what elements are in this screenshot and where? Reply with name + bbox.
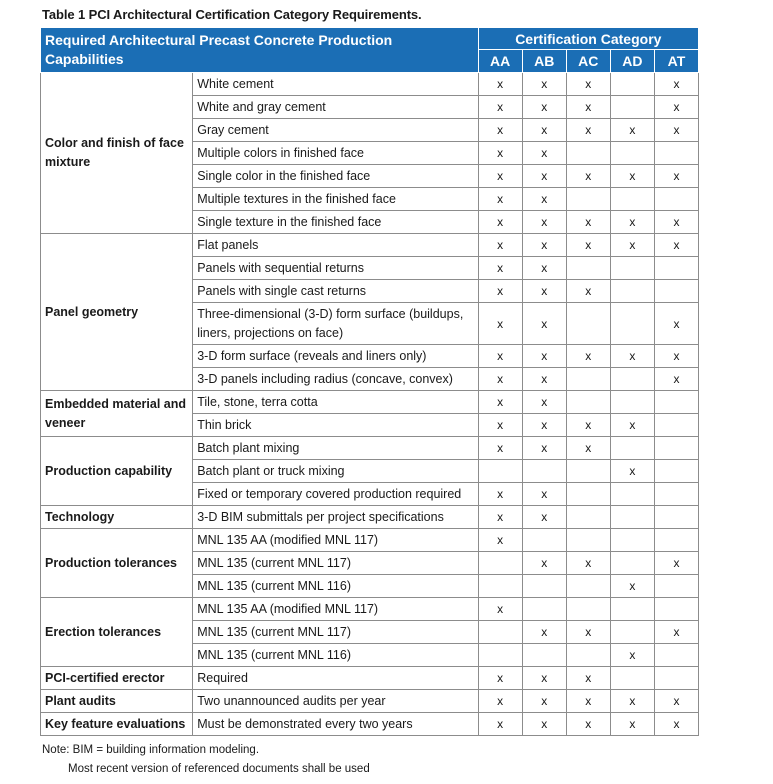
mark-cell-ad: x	[610, 234, 654, 257]
mark-cell-ad	[610, 280, 654, 303]
mark-cell-ab: x	[522, 713, 566, 736]
category-cell: Production tolerances	[41, 529, 193, 598]
mark-cell-ab: x	[522, 303, 566, 345]
mark-cell-ab: x	[522, 234, 566, 257]
mark-cell-ab: x	[522, 506, 566, 529]
capability-cell: MNL 135 (current MNL 117)	[193, 552, 478, 575]
mark-cell-ac: x	[566, 234, 610, 257]
mark-cell-at	[654, 575, 698, 598]
mark-cell-at	[654, 598, 698, 621]
mark-cell-at: x	[654, 73, 698, 96]
mark-cell-at: x	[654, 621, 698, 644]
mark-cell-ad	[610, 506, 654, 529]
capability-cell: Thin brick	[193, 414, 478, 437]
mark-cell-ac: x	[566, 414, 610, 437]
mark-cell-aa: x	[478, 483, 522, 506]
mark-cell-at	[654, 529, 698, 552]
mark-cell-aa: x	[478, 303, 522, 345]
mark-cell-aa: x	[478, 234, 522, 257]
capability-cell: Must be demonstrated every two years	[193, 713, 478, 736]
capability-cell: Batch plant mixing	[193, 437, 478, 460]
mark-cell-aa: x	[478, 667, 522, 690]
note-recent-version: Most recent version of referenced documents shall be used	[68, 763, 370, 775]
table-row	[41, 713, 699, 736]
mark-cell-aa: x	[478, 368, 522, 391]
mark-cell-at: x	[654, 368, 698, 391]
mark-cell-ab: x	[522, 552, 566, 575]
mark-cell-at: x	[654, 211, 698, 234]
mark-cell-aa	[478, 644, 522, 667]
capability-cell: Two unannounced audits per year	[193, 690, 478, 713]
mark-cell-ad	[610, 188, 654, 211]
mark-cell-aa: x	[478, 119, 522, 142]
capability-cell: MNL 135 (current MNL 117)	[193, 621, 478, 644]
mark-cell-ab	[522, 598, 566, 621]
capability-cell: Batch plant or truck mixing	[193, 460, 478, 483]
capability-cell: Gray cement	[193, 119, 478, 142]
mark-cell-ad: x	[610, 460, 654, 483]
mark-cell-at	[654, 142, 698, 165]
mark-cell-ad	[610, 621, 654, 644]
mark-cell-ac	[566, 483, 610, 506]
mark-cell-aa: x	[478, 280, 522, 303]
note-bim: Note: BIM = building information modeling.	[42, 744, 260, 756]
header-code-at: AT	[654, 50, 698, 73]
mark-cell-aa: x	[478, 506, 522, 529]
mark-cell-ad	[610, 529, 654, 552]
capability-cell: White cement	[193, 73, 478, 96]
mark-cell-aa: x	[478, 188, 522, 211]
table-row	[41, 598, 699, 621]
mark-cell-aa: x	[478, 391, 522, 414]
mark-cell-ad	[610, 368, 654, 391]
capability-cell: Flat panels	[193, 234, 478, 257]
mark-cell-ac	[566, 460, 610, 483]
category-cell: PCI-certified erector	[41, 667, 193, 690]
mark-cell-at	[654, 437, 698, 460]
mark-cell-ab: x	[522, 188, 566, 211]
mark-cell-ac: x	[566, 667, 610, 690]
mark-cell-ab	[522, 644, 566, 667]
mark-cell-ac	[566, 529, 610, 552]
mark-cell-ac	[566, 575, 610, 598]
mark-cell-ad	[610, 73, 654, 96]
mark-cell-ab: x	[522, 257, 566, 280]
table-title: Table 1 PCI Architectural Certification Category Requirements.	[42, 7, 422, 22]
mark-cell-aa: x	[478, 165, 522, 188]
mark-cell-ad	[610, 483, 654, 506]
mark-cell-ab: x	[522, 368, 566, 391]
mark-cell-ad: x	[610, 644, 654, 667]
mark-cell-at: x	[654, 165, 698, 188]
mark-cell-at	[654, 257, 698, 280]
mark-cell-ab: x	[522, 414, 566, 437]
mark-cell-ac: x	[566, 119, 610, 142]
mark-cell-ab: x	[522, 621, 566, 644]
mark-cell-ab: x	[522, 165, 566, 188]
mark-cell-aa: x	[478, 142, 522, 165]
table-row	[41, 667, 699, 690]
mark-cell-ab: x	[522, 690, 566, 713]
capability-cell: MNL 135 (current MNL 116)	[193, 575, 478, 598]
mark-cell-ad	[610, 667, 654, 690]
mark-cell-at: x	[654, 303, 698, 345]
mark-cell-ac: x	[566, 211, 610, 234]
mark-cell-ad: x	[610, 414, 654, 437]
capability-cell: Three-dimensional (3-D) form surface (buildups, liners, projections on face)	[193, 303, 478, 345]
mark-cell-aa	[478, 552, 522, 575]
mark-cell-ad	[610, 598, 654, 621]
mark-cell-at	[654, 460, 698, 483]
mark-cell-at	[654, 506, 698, 529]
mark-cell-at: x	[654, 690, 698, 713]
mark-cell-ad: x	[610, 165, 654, 188]
mark-cell-aa: x	[478, 257, 522, 280]
capability-cell: 3-D form surface (reveals and liners only)	[193, 345, 478, 368]
mark-cell-ab: x	[522, 391, 566, 414]
header-code-aa: AA	[478, 50, 522, 73]
mark-cell-ac	[566, 188, 610, 211]
mark-cell-ad	[610, 96, 654, 119]
mark-cell-ac: x	[566, 552, 610, 575]
mark-cell-ab: x	[522, 437, 566, 460]
mark-cell-aa	[478, 460, 522, 483]
mark-cell-ab: x	[522, 483, 566, 506]
mark-cell-ac	[566, 391, 610, 414]
mark-cell-aa: x	[478, 345, 522, 368]
mark-cell-aa: x	[478, 414, 522, 437]
certification-table	[40, 27, 699, 736]
mark-cell-ac: x	[566, 96, 610, 119]
mark-cell-at	[654, 414, 698, 437]
table-row	[41, 506, 699, 529]
category-cell: Key feature evaluations	[41, 713, 193, 736]
mark-cell-ad	[610, 257, 654, 280]
mark-cell-at: x	[654, 345, 698, 368]
mark-cell-at: x	[654, 96, 698, 119]
capability-cell: Multiple textures in the finished face	[193, 188, 478, 211]
category-cell: Plant audits	[41, 690, 193, 713]
category-cell: Erection tolerances	[41, 598, 193, 667]
mark-cell-ad	[610, 303, 654, 345]
mark-cell-ac: x	[566, 280, 610, 303]
mark-cell-at: x	[654, 552, 698, 575]
mark-cell-ab: x	[522, 73, 566, 96]
header-code-ac: AC	[566, 50, 610, 73]
table-row	[41, 690, 699, 713]
mark-cell-at	[654, 188, 698, 211]
mark-cell-ad	[610, 437, 654, 460]
mark-cell-ac	[566, 506, 610, 529]
mark-cell-ac: x	[566, 345, 610, 368]
mark-cell-aa: x	[478, 437, 522, 460]
capability-cell: MNL 135 AA (modified MNL 117)	[193, 598, 478, 621]
mark-cell-aa: x	[478, 211, 522, 234]
mark-cell-aa	[478, 575, 522, 598]
header-capabilities: Required Architectural Precast Concrete Production Capabilities	[41, 28, 479, 73]
mark-cell-ac: x	[566, 690, 610, 713]
mark-cell-ac	[566, 257, 610, 280]
category-cell: Production capability	[41, 437, 193, 506]
category-cell: Panel geometry	[41, 234, 193, 391]
mark-cell-ad: x	[610, 211, 654, 234]
mark-cell-at: x	[654, 713, 698, 736]
mark-cell-at: x	[654, 119, 698, 142]
capability-cell: 3-D BIM submittals per project specifications	[193, 506, 478, 529]
mark-cell-ac	[566, 598, 610, 621]
capability-cell: MNL 135 (current MNL 116)	[193, 644, 478, 667]
mark-cell-ac: x	[566, 73, 610, 96]
mark-cell-at	[654, 667, 698, 690]
mark-cell-at	[654, 644, 698, 667]
mark-cell-ad: x	[610, 345, 654, 368]
mark-cell-at	[654, 483, 698, 506]
mark-cell-ab: x	[522, 280, 566, 303]
mark-cell-ad: x	[610, 575, 654, 598]
mark-cell-ac: x	[566, 437, 610, 460]
capability-cell: 3-D panels including radius (concave, convex)	[193, 368, 478, 391]
mark-cell-ab: x	[522, 96, 566, 119]
mark-cell-ab	[522, 529, 566, 552]
capability-cell: MNL 135 AA (modified MNL 117)	[193, 529, 478, 552]
mark-cell-aa: x	[478, 529, 522, 552]
mark-cell-ab: x	[522, 211, 566, 234]
mark-cell-ab: x	[522, 667, 566, 690]
mark-cell-ac	[566, 142, 610, 165]
mark-cell-at	[654, 280, 698, 303]
mark-cell-ac	[566, 303, 610, 345]
table-row	[41, 73, 699, 96]
capability-cell: Tile, stone, terra cotta	[193, 391, 478, 414]
mark-cell-ad: x	[610, 690, 654, 713]
mark-cell-ac	[566, 368, 610, 391]
header-code-ab: AB	[522, 50, 566, 73]
mark-cell-ac: x	[566, 621, 610, 644]
mark-cell-ac: x	[566, 713, 610, 736]
capability-cell: Single texture in the finished face	[193, 211, 478, 234]
mark-cell-aa: x	[478, 598, 522, 621]
capability-cell: Fixed or temporary covered production required	[193, 483, 478, 506]
table-row	[41, 529, 699, 552]
mark-cell-ab	[522, 460, 566, 483]
mark-cell-ad: x	[610, 713, 654, 736]
mark-cell-aa: x	[478, 73, 522, 96]
capability-cell: Multiple colors in finished face	[193, 142, 478, 165]
capability-cell: Panels with single cast returns	[193, 280, 478, 303]
mark-cell-aa: x	[478, 713, 522, 736]
category-cell: Technology	[41, 506, 193, 529]
capability-cell: Required	[193, 667, 478, 690]
capability-cell: Single color in the finished face	[193, 165, 478, 188]
mark-cell-aa: x	[478, 690, 522, 713]
mark-cell-ad	[610, 391, 654, 414]
table-row	[41, 437, 699, 460]
mark-cell-ad: x	[610, 119, 654, 142]
category-cell: Embedded material and veneer	[41, 391, 193, 437]
header-certification-category: Certification Category	[478, 28, 698, 50]
mark-cell-ad	[610, 142, 654, 165]
mark-cell-ab: x	[522, 345, 566, 368]
mark-cell-ac: x	[566, 165, 610, 188]
mark-cell-at: x	[654, 234, 698, 257]
capability-cell: White and gray cement	[193, 96, 478, 119]
mark-cell-ab	[522, 575, 566, 598]
mark-cell-ad	[610, 552, 654, 575]
table-row	[41, 391, 699, 414]
header-code-ad: AD	[610, 50, 654, 73]
mark-cell-ab: x	[522, 142, 566, 165]
capability-cell: Panels with sequential returns	[193, 257, 478, 280]
mark-cell-ab: x	[522, 119, 566, 142]
mark-cell-at	[654, 391, 698, 414]
mark-cell-ac	[566, 644, 610, 667]
mark-cell-aa: x	[478, 96, 522, 119]
mark-cell-aa	[478, 621, 522, 644]
table-row	[41, 234, 699, 257]
category-cell: Color and finish of face mixture	[41, 73, 193, 234]
